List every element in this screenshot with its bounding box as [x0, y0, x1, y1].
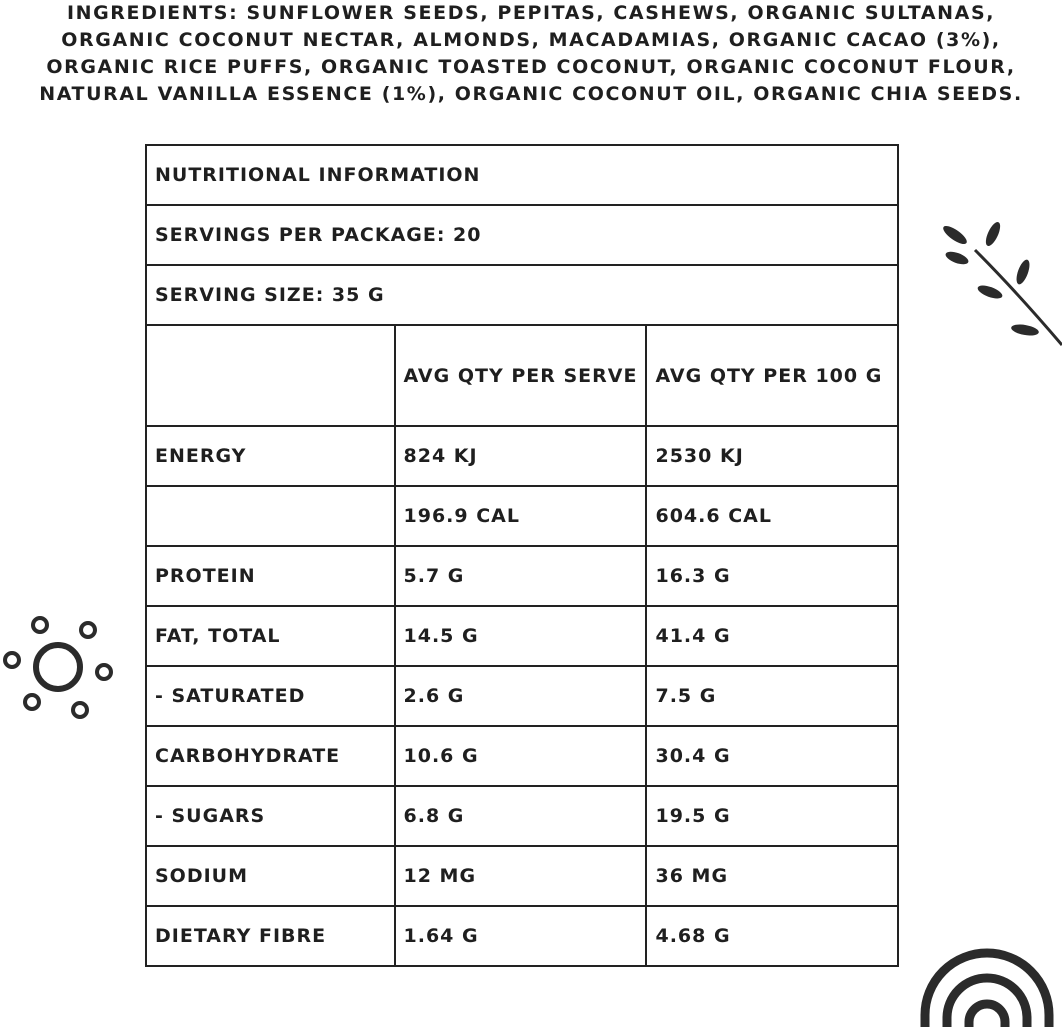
row-per-100g: 30.4 G [646, 726, 898, 786]
table-row [146, 546, 898, 606]
row-per-serve: 12 MG [395, 846, 647, 906]
row-per-100g: 41.4 G [646, 606, 898, 666]
row-per-100g: 16.3 G [646, 546, 898, 606]
table-row [146, 726, 898, 786]
table-row [146, 906, 898, 966]
servings-per-package: SERVINGS PER PACKAGE: 20 [146, 205, 898, 265]
header-per-100g: AVG QTY PER 100 G [646, 325, 898, 426]
sun-dots-icon [0, 610, 120, 725]
table-row [146, 205, 898, 265]
header-per-serve: AVG QTY PER SERVE [395, 325, 647, 426]
row-per-serve: 10.6 G [395, 726, 647, 786]
ingredients-line: INGREDIENTS: SUNFLOWER SEEDS, PEPITAS, CASHEWS, ORGANIC SULTANAS, [66, 2, 996, 24]
row-label: DIETARY FIBRE [146, 906, 395, 966]
row-label: - SUGARS [146, 786, 395, 846]
ingredients-text [0, 0, 1062, 108]
row-per-100g: 604.6 CAL [646, 486, 898, 546]
table-row [146, 486, 898, 546]
row-per-100g: 7.5 G [646, 666, 898, 726]
row-label: FAT, TOTAL [146, 606, 395, 666]
row-per-serve: 196.9 CAL [395, 486, 647, 546]
table-row [146, 145, 898, 205]
table-row [146, 265, 898, 325]
row-label: SODIUM [146, 846, 395, 906]
row-label: - SATURATED [146, 666, 395, 726]
row-per-serve: 824 KJ [395, 426, 647, 486]
row-per-100g: 4.68 G [646, 906, 898, 966]
rainbow-arch-icon [915, 940, 1062, 1027]
row-per-serve: 5.7 G [395, 546, 647, 606]
ingredients-line: ORGANIC RICE PUFFS, ORGANIC TOASTED COCONUT, ORGANIC COCONUT FLOUR, [46, 56, 1016, 78]
table-row [146, 846, 898, 906]
row-label: PROTEIN [146, 546, 395, 606]
nutrition-title: NUTRITIONAL INFORMATION [146, 145, 898, 205]
leaf-branch-icon [935, 210, 1062, 350]
row-per-100g: 2530 KJ [646, 426, 898, 486]
row-per-serve: 1.64 G [395, 906, 647, 966]
ingredients-line: ORGANIC COCONUT NECTAR, ALMONDS, MACADAMIAS, ORGANIC CACAO (3%), [61, 29, 1001, 51]
row-per-serve: 6.8 G [395, 786, 647, 846]
row-label: CARBOHYDRATE [146, 726, 395, 786]
ingredients-line: NATURAL VANILLA ESSENCE (1%), ORGANIC COCONUT OIL, ORGANIC CHIA SEEDS. [39, 83, 1023, 105]
row-per-serve: 2.6 G [395, 666, 647, 726]
row-per-serve: 14.5 G [395, 606, 647, 666]
row-per-100g: 36 MG [646, 846, 898, 906]
serving-size: SERVING SIZE: 35 G [146, 265, 898, 325]
table-row [146, 666, 898, 726]
row-label: ENERGY [146, 426, 395, 486]
table-header-row [146, 325, 898, 426]
table-row [146, 606, 898, 666]
nutrition-table [145, 144, 899, 967]
table-row [146, 426, 898, 486]
row-per-100g: 19.5 G [646, 786, 898, 846]
header-blank-cell [146, 325, 395, 426]
table-row [146, 786, 898, 846]
row-label [146, 486, 395, 546]
